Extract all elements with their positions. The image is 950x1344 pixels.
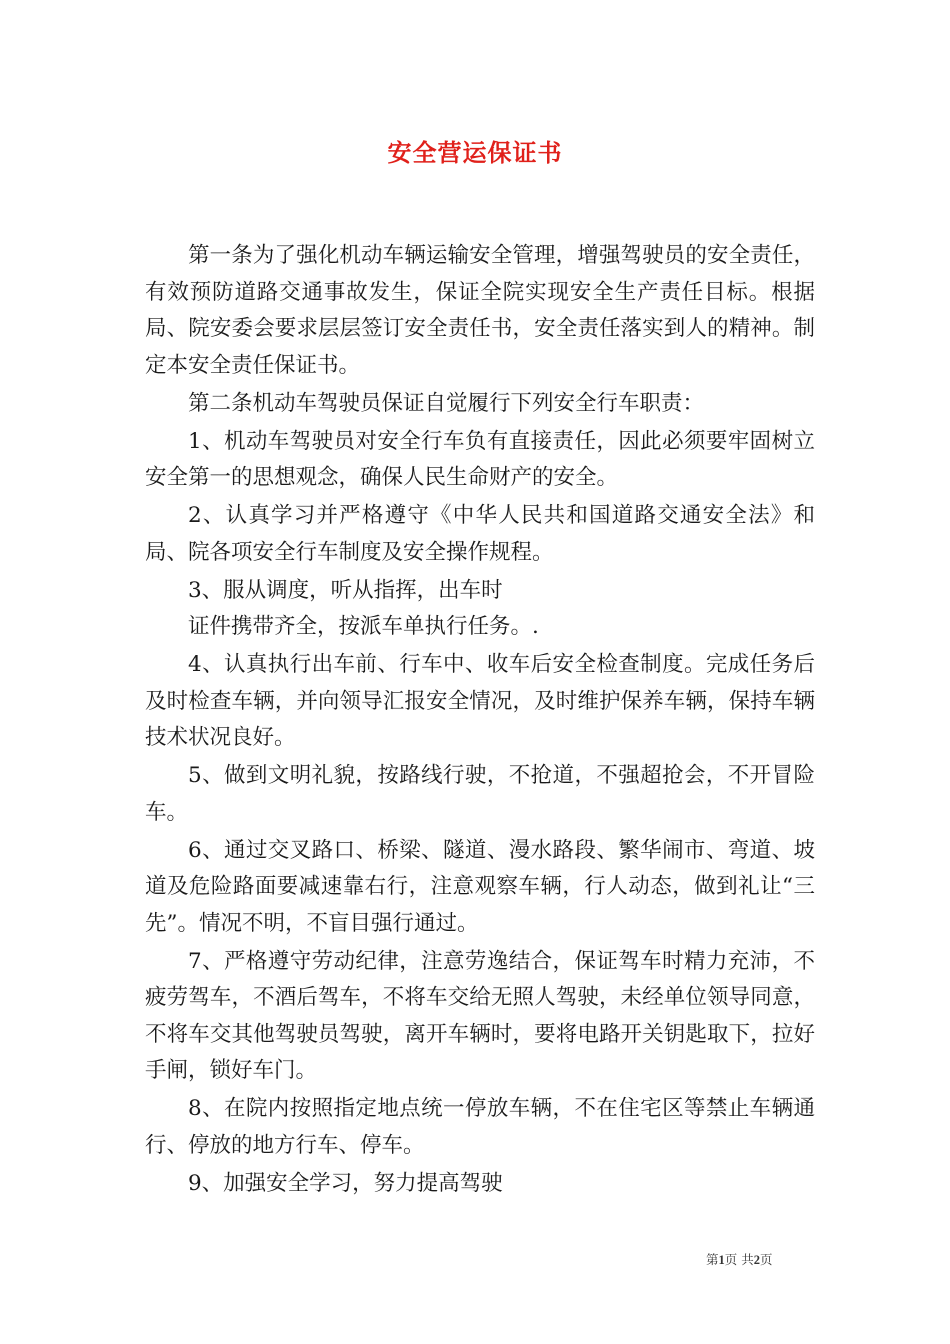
paragraph-item-3: 3、服从调度，听从指挥，出车时	[188, 577, 503, 603]
page-number-footer	[706, 1250, 773, 1268]
paragraph-item-9: 9、加强安全学习，努力提高驾驶	[188, 1170, 503, 1196]
footer-prefix: 第	[706, 1252, 719, 1267]
paragraph-item-8: 8、在院内按照指定地点统一停放车辆，不在住宅区等禁止车辆通行、停放的地方行车、停车。	[145, 1096, 815, 1158]
footer-middle: 页 共	[724, 1252, 754, 1267]
paragraph-item-1: 1、机动车驾驶员对安全行车负有直接责任，因此必须要牢固树立安全第一的思想观念，确保人民生命财产的安全。	[145, 428, 815, 490]
paragraph-item-4: 4、认真执行出车前、行车中、收车后安全检查制度。完成任务后及时检查车辆，并向领导汇报安全情况，及时维护保养车辆，保持车辆技术状况良好。	[145, 652, 815, 750]
paragraph-item-5: 5、做到文明礼貌，按路线行驶，不抢道，不强超抢会，不开冒险车。	[145, 763, 815, 825]
current-page-number: 1	[718, 1253, 725, 1267]
footer-suffix: 页	[760, 1252, 773, 1267]
paragraph-item-3-continued: 证件携带齐全，按派车单执行任务。.	[188, 614, 539, 639]
total-pages-number: 2	[753, 1253, 760, 1267]
paragraph-article-2: 第二条机动车驾驶员保证自觉履行下列安全行车职责：	[188, 390, 705, 416]
paragraph-item-6: 6、通过交叉路口、桥梁、隧道、漫水路段、繁华闹市、弯道、坡道及危险路面要减速靠右行，注意观察车辆，行人动态，做到礼让“三先”。情况不明，不盲目强行通过。	[145, 837, 815, 936]
paragraph-item-7: 7、严格遵守劳动纪律，注意劳逸结合，保证驾车时精力充沛，不疲劳驾车，不酒后驾车，不将车交给无照人驾驶，未经单位领导同意，不将车交其他驾驶员驾驶，离开车辆时，要将电路开关钥匙取下，拉好手闸，锁好车门。	[145, 948, 815, 1083]
paragraph-article-1: 第一条为了强化机动车辆运输安全管理，增强驾驶员的安全责任，有效预防道路交通事故发生，保证全院实现安全生产责任目标。根据局、院安委会要求层层签订安全责任书，安全责任落实到人的精神。制定本安全责任保证书。	[145, 243, 815, 378]
paragraph-item-2: 2、认真学习并严格遵守《中华人民共和国道路交通安全法》和局、院各项安全行车制度及安全操作规程。	[145, 503, 815, 565]
document-body	[145, 238, 815, 1204]
document-title: 安全营运保证书	[387, 138, 563, 167]
